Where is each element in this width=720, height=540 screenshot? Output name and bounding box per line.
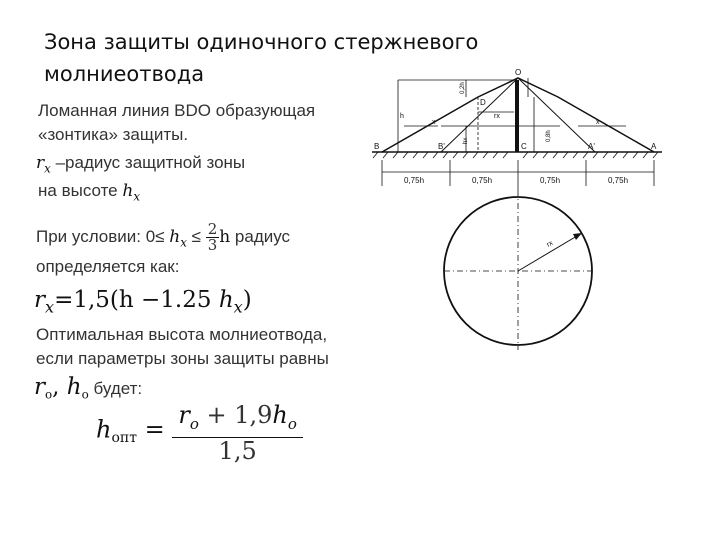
label-B: B [374, 142, 380, 151]
height-prefix: на высоте [38, 181, 123, 200]
formula-rx: r [34, 287, 45, 313]
formula-close: ) [242, 287, 252, 313]
formula-rx-sub: x [45, 297, 55, 317]
determined-line: определяется как: [36, 257, 180, 276]
cond-h: h [219, 226, 231, 247]
label-C: C [521, 142, 527, 151]
seg-label-1: 0,75h [404, 176, 425, 185]
label-hx: hx [463, 137, 469, 144]
num-h: h [272, 401, 288, 429]
label-A: A [651, 142, 657, 151]
cond-suffix: радиус [230, 226, 291, 246]
hopt-denominator: 1,5 [218, 436, 257, 465]
params-comma: , [52, 374, 67, 400]
hopt-eq: = [136, 415, 173, 444]
formula-body: =1,5(h −1.25 [54, 287, 219, 313]
num-h-sub: o [287, 414, 297, 433]
condition-prefix: При условии: 0≤ [36, 226, 170, 246]
seg-label-4: 0,75h [608, 176, 629, 185]
formula-hx: h [218, 287, 234, 313]
cond-hx: h [169, 226, 181, 247]
slide-title: Зона защиты одиночного стержневого молниеотвода [44, 30, 479, 86]
hx-sub: x [133, 189, 141, 204]
cond-num: 2 [207, 220, 218, 238]
hopt-sub: опт [111, 429, 137, 446]
lightning-rod [515, 80, 519, 152]
label-O: O [515, 68, 522, 77]
h0-symbol: h [66, 374, 82, 400]
label-08h: 0,8h [546, 130, 552, 142]
num-r: r [178, 401, 190, 429]
zone-inner-left [441, 78, 518, 152]
seg-label-3: 0,75h [540, 176, 561, 185]
label-x-left: x [432, 119, 436, 126]
text-line-2: «зонтика» защиты. [38, 125, 189, 144]
label-rx-top: rx [494, 113, 500, 120]
rx-symbol: r [36, 153, 45, 173]
label-02h: 0,2h [460, 82, 466, 94]
ground-hatch [373, 152, 658, 158]
zone-inner-right [518, 78, 595, 152]
label-rx-circle: rx [545, 239, 555, 249]
r0-sub: o [45, 387, 53, 402]
label-D: D [480, 98, 486, 107]
h0-sub: o [81, 387, 89, 402]
hx-symbol: h [122, 181, 134, 201]
label-x-right: x [596, 119, 600, 126]
optimal-line-2: если параметры зоны защиты равны [36, 349, 329, 368]
optimal-line-1: Оптимальная высота молниеотвода, [36, 325, 328, 344]
budet-text: будет: [88, 379, 143, 398]
seg-label-2: 0,75h [472, 176, 493, 185]
rx-sub: x [44, 161, 51, 176]
cond-le: ≤ [186, 226, 206, 246]
rx-arrowhead [573, 233, 582, 240]
r0-symbol: r [34, 374, 45, 400]
text-line-1: Ломанная линия BDO образующая [38, 101, 316, 120]
label-B-prime: B' [438, 142, 445, 151]
rx-desc: –радиус защитной зоны [55, 153, 246, 172]
label-h: h [400, 113, 404, 120]
hopt-symbol: h [96, 415, 112, 444]
formula-hx-sub: x [233, 297, 243, 317]
rx-radius [518, 233, 582, 271]
cond-hx-sub: x [180, 235, 187, 250]
num-plus: + 1,9 [198, 401, 273, 429]
label-A-prime: A' [588, 142, 595, 151]
cond-den: 3 [207, 236, 218, 254]
num-r-sub: o [189, 414, 199, 433]
